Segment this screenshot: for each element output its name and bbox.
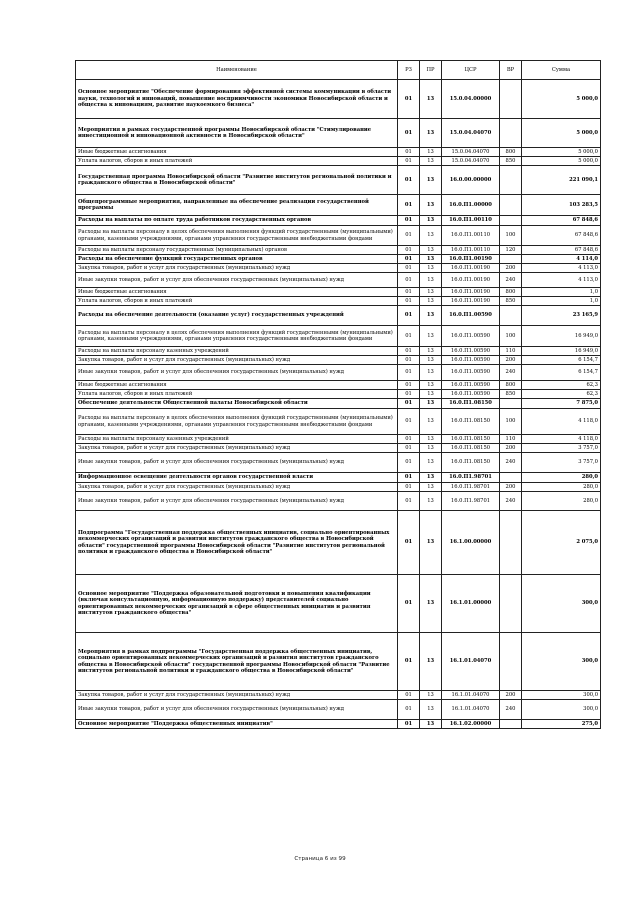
table-body (76, 80, 601, 729)
row-vr: 800 (500, 381, 522, 390)
row-sum: 300,0 (522, 700, 601, 720)
row-csr: 16.0.П1.08150 (442, 399, 500, 409)
row-pr: 13 (420, 326, 442, 347)
row-vr (500, 166, 522, 195)
row-vr: 800 (500, 148, 522, 157)
table-row (76, 80, 601, 119)
row-rz: 01 (398, 453, 420, 473)
row-sum: 5 000,0 (522, 148, 601, 157)
budget-table (75, 60, 601, 729)
row-name: Расходы на выплаты персоналу в целях обеспечения выполнения функций государственными (муниципальными) органами, казенными учреждениями, органами управления государственными внебюджетными фондами (76, 226, 398, 246)
row-name: Расходы на обеспечение функций государственных органов (76, 255, 398, 264)
row-name: Основное мероприятие "Поддержка общественных инициатив" (76, 720, 398, 729)
row-name: Подпрограмма "Государственная поддержка общественных инициатив, социально ориентированных некоммерческих организаций и развития институтов гражданского общества в Новосибирской области" государственной программы Новосибирской области "Развитие институтов региональной политики и гражданского общества в Новосибирской области" (76, 511, 398, 575)
row-pr: 13 (420, 273, 442, 288)
row-csr: 16.0.П1.00190 (442, 264, 500, 273)
row-vr (500, 399, 522, 409)
row-pr: 13 (420, 148, 442, 157)
row-name: Иные закупки товаров, работ и услуг для обеспечения государственных (муниципальных) нужд (76, 453, 398, 473)
row-pr: 13 (420, 347, 442, 356)
row-vr: 200 (500, 483, 522, 492)
row-pr: 13 (420, 492, 442, 511)
row-name: Расходы на выплаты по оплате труда работников государственных органов (76, 216, 398, 226)
row-sum: 5 000,0 (522, 80, 601, 119)
table-row (76, 390, 601, 399)
row-name: Расходы на выплаты персоналу в целях обеспечения выполнения функций государственными (муниципальными) органами, казенными учреждениями, органами управления государственными внебюджетными фондами (76, 409, 398, 435)
row-vr: 850 (500, 157, 522, 166)
row-csr: 16.0.П1.00110 (442, 226, 500, 246)
row-csr: 16.1.02.00000 (442, 720, 500, 729)
row-rz: 01 (398, 273, 420, 288)
row-sum: 1,0 (522, 288, 601, 297)
row-rz: 01 (398, 473, 420, 483)
row-sum: 300,0 (522, 575, 601, 633)
row-pr: 13 (420, 700, 442, 720)
row-sum: 280,0 (522, 492, 601, 511)
row-sum: 4 114,0 (522, 255, 601, 264)
table-row (76, 195, 601, 216)
row-name: Обеспечение деятельности Общественной палаты Новосибирской области (76, 399, 398, 409)
table-row (76, 399, 601, 409)
row-vr (500, 255, 522, 264)
row-name: Иные бюджетные ассигнования (76, 288, 398, 297)
row-vr (500, 80, 522, 119)
row-name: Иные закупки товаров, работ и услуг для обеспечения государственных (муниципальных) нужд (76, 365, 398, 381)
row-pr: 13 (420, 483, 442, 492)
row-sum: 1,0 (522, 297, 601, 306)
row-sum: 4 113,0 (522, 273, 601, 288)
table-row (76, 119, 601, 148)
row-csr: 16.0.П1.08150 (442, 444, 500, 453)
row-name: Информационное освещение деятельности органов государственной власти (76, 473, 398, 483)
row-name: Закупка товаров, работ и услуг для государственных (муниципальных) нужд (76, 264, 398, 273)
header-rz: РЗ (398, 61, 420, 80)
table-row (76, 492, 601, 511)
row-pr: 13 (420, 356, 442, 365)
row-sum: 5 000,0 (522, 119, 601, 148)
row-sum: 221 090,1 (522, 166, 601, 195)
row-vr: 100 (500, 226, 522, 246)
row-pr: 13 (420, 157, 442, 166)
row-pr: 13 (420, 297, 442, 306)
row-name: Закупка товаров, работ и услуг для государственных (муниципальных) нужд (76, 691, 398, 700)
table-row (76, 157, 601, 166)
row-vr: 200 (500, 264, 522, 273)
table-row (76, 473, 601, 483)
row-rz: 01 (398, 246, 420, 255)
table-row (76, 483, 601, 492)
row-name: Расходы на выплаты персоналу казенных учреждений (76, 435, 398, 444)
row-rz: 01 (398, 483, 420, 492)
row-rz: 01 (398, 365, 420, 381)
row-vr (500, 633, 522, 691)
row-csr: 16.1.00.00000 (442, 511, 500, 575)
row-vr (500, 575, 522, 633)
row-rz: 01 (398, 148, 420, 157)
row-csr: 15.0.04.04070 (442, 148, 500, 157)
row-rz: 01 (398, 511, 420, 575)
header-pr: ПР (420, 61, 442, 80)
row-pr: 13 (420, 365, 442, 381)
row-vr: 240 (500, 273, 522, 288)
row-pr: 13 (420, 306, 442, 326)
row-rz: 01 (398, 347, 420, 356)
row-sum: 275,0 (522, 720, 601, 729)
row-rz: 01 (398, 409, 420, 435)
row-vr: 120 (500, 246, 522, 255)
row-rz: 01 (398, 216, 420, 226)
row-vr (500, 720, 522, 729)
header-csr: ЦСР (442, 61, 500, 80)
row-sum: 62,3 (522, 390, 601, 399)
row-name: Закупка товаров, работ и услуг для государственных (муниципальных) нужд (76, 483, 398, 492)
row-name: Государственная программа Новосибирской области "Развитие институтов региональной политики и гражданского общества в Новосибирской области" (76, 166, 398, 195)
row-name: Мероприятия в рамках подпрограммы "Государственная поддержка общественных инициатив, социально ориентированных некоммерческих организаций и развития институтов гражданского общества в Новосибирской области" государственной программы Новосибирской области "Развитие институтов региональной политики и гражданского общества в Новосибирской области" (76, 633, 398, 691)
row-vr: 200 (500, 356, 522, 365)
row-sum: 4 113,0 (522, 264, 601, 273)
row-csr: 16.0.П1.00190 (442, 288, 500, 297)
row-vr: 110 (500, 347, 522, 356)
row-vr: 200 (500, 691, 522, 700)
table-row (76, 166, 601, 195)
row-rz: 01 (398, 288, 420, 297)
row-csr: 16.1.01.04070 (442, 700, 500, 720)
row-pr: 13 (420, 119, 442, 148)
table-row (76, 381, 601, 390)
row-sum: 23 165,9 (522, 306, 601, 326)
row-pr: 13 (420, 444, 442, 453)
row-pr: 13 (420, 691, 442, 700)
row-sum: 3 757,0 (522, 453, 601, 473)
row-pr: 13 (420, 216, 442, 226)
row-name: Уплата налогов, сборов и иных платежей (76, 390, 398, 399)
row-csr: 15.0.04.04070 (442, 157, 500, 166)
row-vr: 240 (500, 492, 522, 511)
header-vr: ВР (500, 61, 522, 80)
row-sum: 67 848,6 (522, 246, 601, 255)
table-row (76, 365, 601, 381)
row-pr: 13 (420, 511, 442, 575)
row-sum: 16 949,0 (522, 326, 601, 347)
row-rz: 01 (398, 226, 420, 246)
row-vr: 200 (500, 444, 522, 453)
row-rz: 01 (398, 264, 420, 273)
row-rz: 01 (398, 306, 420, 326)
table-row (76, 297, 601, 306)
row-csr: 16.0.П1.00590 (442, 390, 500, 399)
row-sum: 103 283,5 (522, 195, 601, 216)
row-vr: 240 (500, 700, 522, 720)
row-sum: 16 949,0 (522, 347, 601, 356)
row-name: Расходы на обеспечение деятельности (оказание услуг) государственных учреждений (76, 306, 398, 326)
row-pr: 13 (420, 409, 442, 435)
row-rz: 01 (398, 157, 420, 166)
row-sum: 7 875,0 (522, 399, 601, 409)
table-row (76, 306, 601, 326)
row-csr: 16.0.П1.00190 (442, 255, 500, 264)
row-pr: 13 (420, 226, 442, 246)
row-vr: 240 (500, 365, 522, 381)
table-row (76, 288, 601, 297)
row-rz: 01 (398, 399, 420, 409)
row-sum: 280,0 (522, 483, 601, 492)
row-vr (500, 473, 522, 483)
table-row (76, 691, 601, 700)
row-rz: 01 (398, 575, 420, 633)
row-name: Иные бюджетные ассигнования (76, 148, 398, 157)
row-sum: 5 000,0 (522, 157, 601, 166)
row-csr: 15.0.04.00000 (442, 80, 500, 119)
row-rz: 01 (398, 326, 420, 347)
table-row (76, 409, 601, 435)
row-csr: 16.0.П1.08150 (442, 409, 500, 435)
row-rz: 01 (398, 119, 420, 148)
row-csr: 16.1.01.04070 (442, 691, 500, 700)
row-name: Уплата налогов, сборов и иных платежей (76, 297, 398, 306)
row-rz: 01 (398, 700, 420, 720)
row-sum: 4 118,0 (522, 435, 601, 444)
row-csr: 16.0.П1.08150 (442, 435, 500, 444)
row-name: Иные закупки товаров, работ и услуг для обеспечения государственных (муниципальных) нужд (76, 492, 398, 511)
row-pr: 13 (420, 453, 442, 473)
table-row (76, 633, 601, 691)
row-vr (500, 511, 522, 575)
row-csr: 16.0.П1.00590 (442, 306, 500, 326)
row-vr: 800 (500, 288, 522, 297)
row-rz: 01 (398, 297, 420, 306)
table-row (76, 273, 601, 288)
row-vr: 240 (500, 453, 522, 473)
row-sum: 300,0 (522, 691, 601, 700)
row-sum: 4 118,0 (522, 409, 601, 435)
row-rz: 01 (398, 390, 420, 399)
table-row (76, 700, 601, 720)
row-name: Общепрограммные мероприятия, направленные на обеспечение реализации государственной программы (76, 195, 398, 216)
row-pr: 13 (420, 633, 442, 691)
table-row (76, 148, 601, 157)
row-csr: 16.0.П1.98701 (442, 473, 500, 483)
row-pr: 13 (420, 80, 442, 119)
row-pr: 13 (420, 255, 442, 264)
table-row (76, 216, 601, 226)
row-csr: 16.0.П1.00000 (442, 195, 500, 216)
row-csr: 16.0.П1.00590 (442, 365, 500, 381)
row-csr: 16.0.П1.08150 (442, 453, 500, 473)
row-sum: 67 848,6 (522, 226, 601, 246)
row-vr: 100 (500, 409, 522, 435)
table-row (76, 453, 601, 473)
table-row (76, 435, 601, 444)
row-sum: 280,0 (522, 473, 601, 483)
row-csr: 16.1.01.00000 (442, 575, 500, 633)
row-name: Расходы на выплаты персоналу в целях обеспечения выполнения функций государственными (муниципальными) органами, казенными учреждениями, органами управления государственными внебюджетными фондами (76, 326, 398, 347)
table-row (76, 575, 601, 633)
row-vr (500, 119, 522, 148)
row-rz: 01 (398, 691, 420, 700)
row-vr (500, 195, 522, 216)
row-vr: 100 (500, 326, 522, 347)
row-rz: 01 (398, 444, 420, 453)
row-name: Основное мероприятие "Обеспечение формирования эффективной системы коммуникации в области науки, технологий и инноваций, повышение восприимчивости экономики Новосибирской области и общества к инновациям, развитие наукоемкого бизнеса" (76, 80, 398, 119)
table-header-row (76, 61, 601, 80)
row-pr: 13 (420, 390, 442, 399)
table-row (76, 444, 601, 453)
table-row (76, 511, 601, 575)
row-csr: 16.0.П1.98701 (442, 492, 500, 511)
row-sum: 300,0 (522, 633, 601, 691)
row-csr: 16.0.П1.00590 (442, 356, 500, 365)
row-sum: 6 154,7 (522, 356, 601, 365)
row-pr: 13 (420, 195, 442, 216)
row-rz: 01 (398, 633, 420, 691)
row-name: Иные закупки товаров, работ и услуг для обеспечения государственных (муниципальных) нужд (76, 700, 398, 720)
row-name: Иные закупки товаров, работ и услуг для обеспечения государственных (муниципальных) нужд (76, 273, 398, 288)
header-name: Наименование (76, 61, 398, 80)
row-name: Расходы на выплаты персоналу государственных (муниципальных) органов (76, 246, 398, 255)
table-row (76, 326, 601, 347)
row-pr: 13 (420, 575, 442, 633)
row-pr: 13 (420, 435, 442, 444)
row-rz: 01 (398, 435, 420, 444)
table-row (76, 720, 601, 729)
row-rz: 01 (398, 356, 420, 365)
row-vr: 850 (500, 297, 522, 306)
table-row (76, 246, 601, 255)
row-rz: 01 (398, 381, 420, 390)
row-pr: 13 (420, 166, 442, 195)
row-rz: 01 (398, 255, 420, 264)
row-pr: 13 (420, 264, 442, 273)
row-csr: 16.0.П1.98701 (442, 483, 500, 492)
table-row (76, 255, 601, 264)
page-number: Страница 6 из 99 (294, 856, 346, 862)
row-rz: 01 (398, 720, 420, 729)
row-vr (500, 306, 522, 326)
row-name: Уплата налогов, сборов и иных платежей (76, 157, 398, 166)
row-vr: 850 (500, 390, 522, 399)
row-csr: 16.0.П1.00590 (442, 347, 500, 356)
row-csr: 16.0.П1.00110 (442, 246, 500, 255)
row-csr: 16.1.01.04070 (442, 633, 500, 691)
row-name: Закупка товаров, работ и услуг для государственных (муниципальных) нужд (76, 444, 398, 453)
row-name: Мероприятия в рамках государственной программы Новосибирской области "Стимулирование инвестиционной и инновационной активности в Новосибирской области" (76, 119, 398, 148)
row-name: Закупка товаров, работ и услуг для государственных (муниципальных) нужд (76, 356, 398, 365)
row-csr: 16.0.П1.00590 (442, 326, 500, 347)
row-pr: 13 (420, 246, 442, 255)
row-rz: 01 (398, 80, 420, 119)
row-csr: 16.0.П1.00190 (442, 273, 500, 288)
row-csr: 16.0.П1.00110 (442, 216, 500, 226)
row-csr: 15.0.04.04070 (442, 119, 500, 148)
row-sum: 62,3 (522, 381, 601, 390)
row-pr: 13 (420, 399, 442, 409)
table-row (76, 264, 601, 273)
row-name: Основное мероприятие "Поддержка образовательной подготовки и повышения квалификации (включая консультационную, информационную поддержку) представителей социально ориентированных некоммерческих организаций в сфере общественных инициатив и развития институтов гражданского общества" (76, 575, 398, 633)
row-pr: 13 (420, 473, 442, 483)
table-row (76, 356, 601, 365)
row-csr: 16.0.П1.00190 (442, 297, 500, 306)
row-rz: 01 (398, 166, 420, 195)
row-rz: 01 (398, 492, 420, 511)
row-name: Расходы на выплаты персоналу казенных учреждений (76, 347, 398, 356)
row-sum: 2 075,0 (522, 511, 601, 575)
row-sum: 6 154,7 (522, 365, 601, 381)
row-vr: 110 (500, 435, 522, 444)
row-pr: 13 (420, 288, 442, 297)
row-csr: 16.0.00.00000 (442, 166, 500, 195)
row-csr: 16.0.П1.00590 (442, 381, 500, 390)
table-row (76, 347, 601, 356)
row-pr: 13 (420, 381, 442, 390)
table-row (76, 226, 601, 246)
row-name: Иные бюджетные ассигнования (76, 381, 398, 390)
row-sum: 3 757,0 (522, 444, 601, 453)
header-sum: Сумма (522, 61, 601, 80)
row-vr (500, 216, 522, 226)
row-sum: 67 848,6 (522, 216, 601, 226)
row-pr: 13 (420, 720, 442, 729)
row-rz: 01 (398, 195, 420, 216)
